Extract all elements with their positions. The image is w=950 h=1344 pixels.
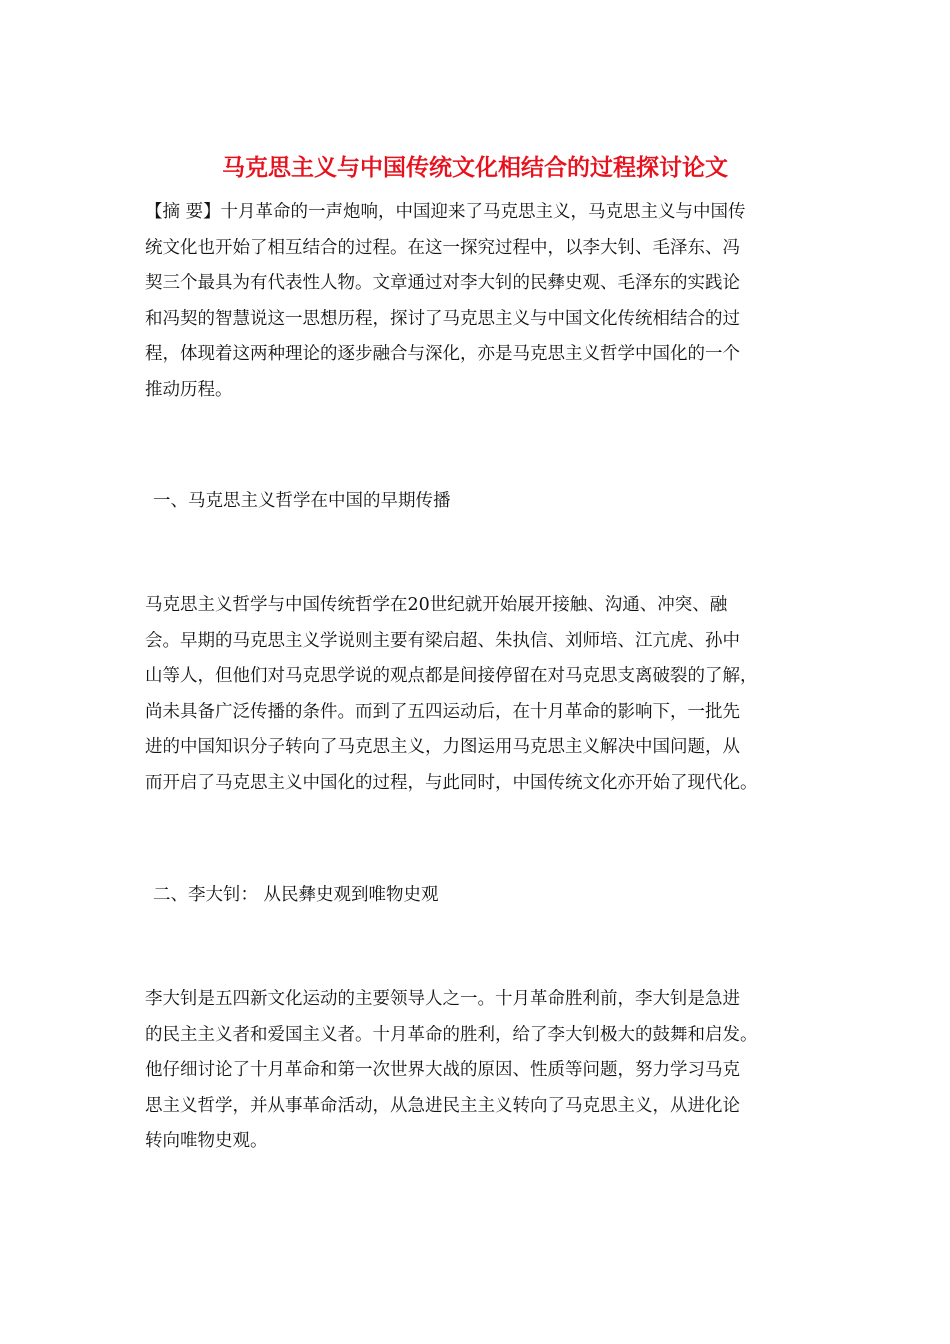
paragraph-line: 的民主主义者和爱国主义者。十月革命的胜利，给了李大钊极大的鼓舞和启发。: [145, 1024, 758, 1045]
abstract-line: 程，体现着这两种理论的逐步融合与深化，亦是马克思主义哲学中国化的一个: [145, 344, 740, 364]
section-heading-2: 二、李大钊： 从民彝史观到唯物史观: [153, 885, 439, 905]
paragraph-line: 尚未具备广泛传播的条件。而到了五四运动后，在十月革命的影响下，一批先: [145, 701, 740, 722]
paragraph-line: 思主义哲学，并从事革命活动，从急进民主主义转向了马克思主义，从进化论: [145, 1095, 740, 1116]
document-title: 马克思主义与中国传统文化相结合的过程探讨论文: [222, 154, 728, 181]
abstract-line: 【摘 要】十月革命的一声炮响，中国迎来了马克思主义，马克思主义与中国传: [145, 202, 746, 222]
paragraph-line: 他仔细讨论了十月革命和第一次世界大战的原因、性质等问题，努力学习马克: [145, 1060, 740, 1080]
abstract-line: 和冯契的智慧说这一思想历程，探讨了马克思主义与中国文化传统相结合的过: [145, 308, 740, 329]
abstract-line: 推动历程。: [145, 379, 233, 400]
section-1-paragraph: [145, 588, 810, 801]
section-heading-1: 一、马克思主义哲学在中国的早期传播: [153, 491, 451, 511]
paragraph-line: 转向唯物史观。: [145, 1131, 268, 1151]
paragraph-line: 会。早期的马克思主义学说则主要有梁启超、朱执信、刘师培、江亢虎、孙中: [145, 630, 740, 651]
paragraph-line: 而开启了马克思主义中国化的过程，与此同时，中国传统文化亦开始了现代化。: [145, 772, 758, 793]
paragraph-line: 李大钊是五四新文化运动的主要领导人之一。十月革命胜利前，李大钊是急进: [145, 989, 740, 1009]
abstract-paragraph: [145, 195, 810, 408]
abstract-line: 契三个最具为有代表性人物。文章通过对李大钊的民彝史观、毛泽东的实践论: [145, 273, 740, 293]
paragraph-line: 进的中国知识分子转向了马克思主义，力图运用马克思主义解决中国问题，从: [145, 737, 740, 757]
abstract-line: 统文化也开始了相互结合的过程。在这一探究过程中，以李大钊、毛泽东、冯: [145, 237, 740, 258]
paragraph-line: 马克思主义哲学与中国传统哲学在20世纪就开始展开接触、沟通、冲突、融: [145, 595, 728, 615]
paragraph-line: 山等人，但他们对马克思学说的观点都是间接停留在对马克思支离破裂的了解，: [145, 666, 758, 686]
section-2-paragraph: [145, 982, 810, 1160]
